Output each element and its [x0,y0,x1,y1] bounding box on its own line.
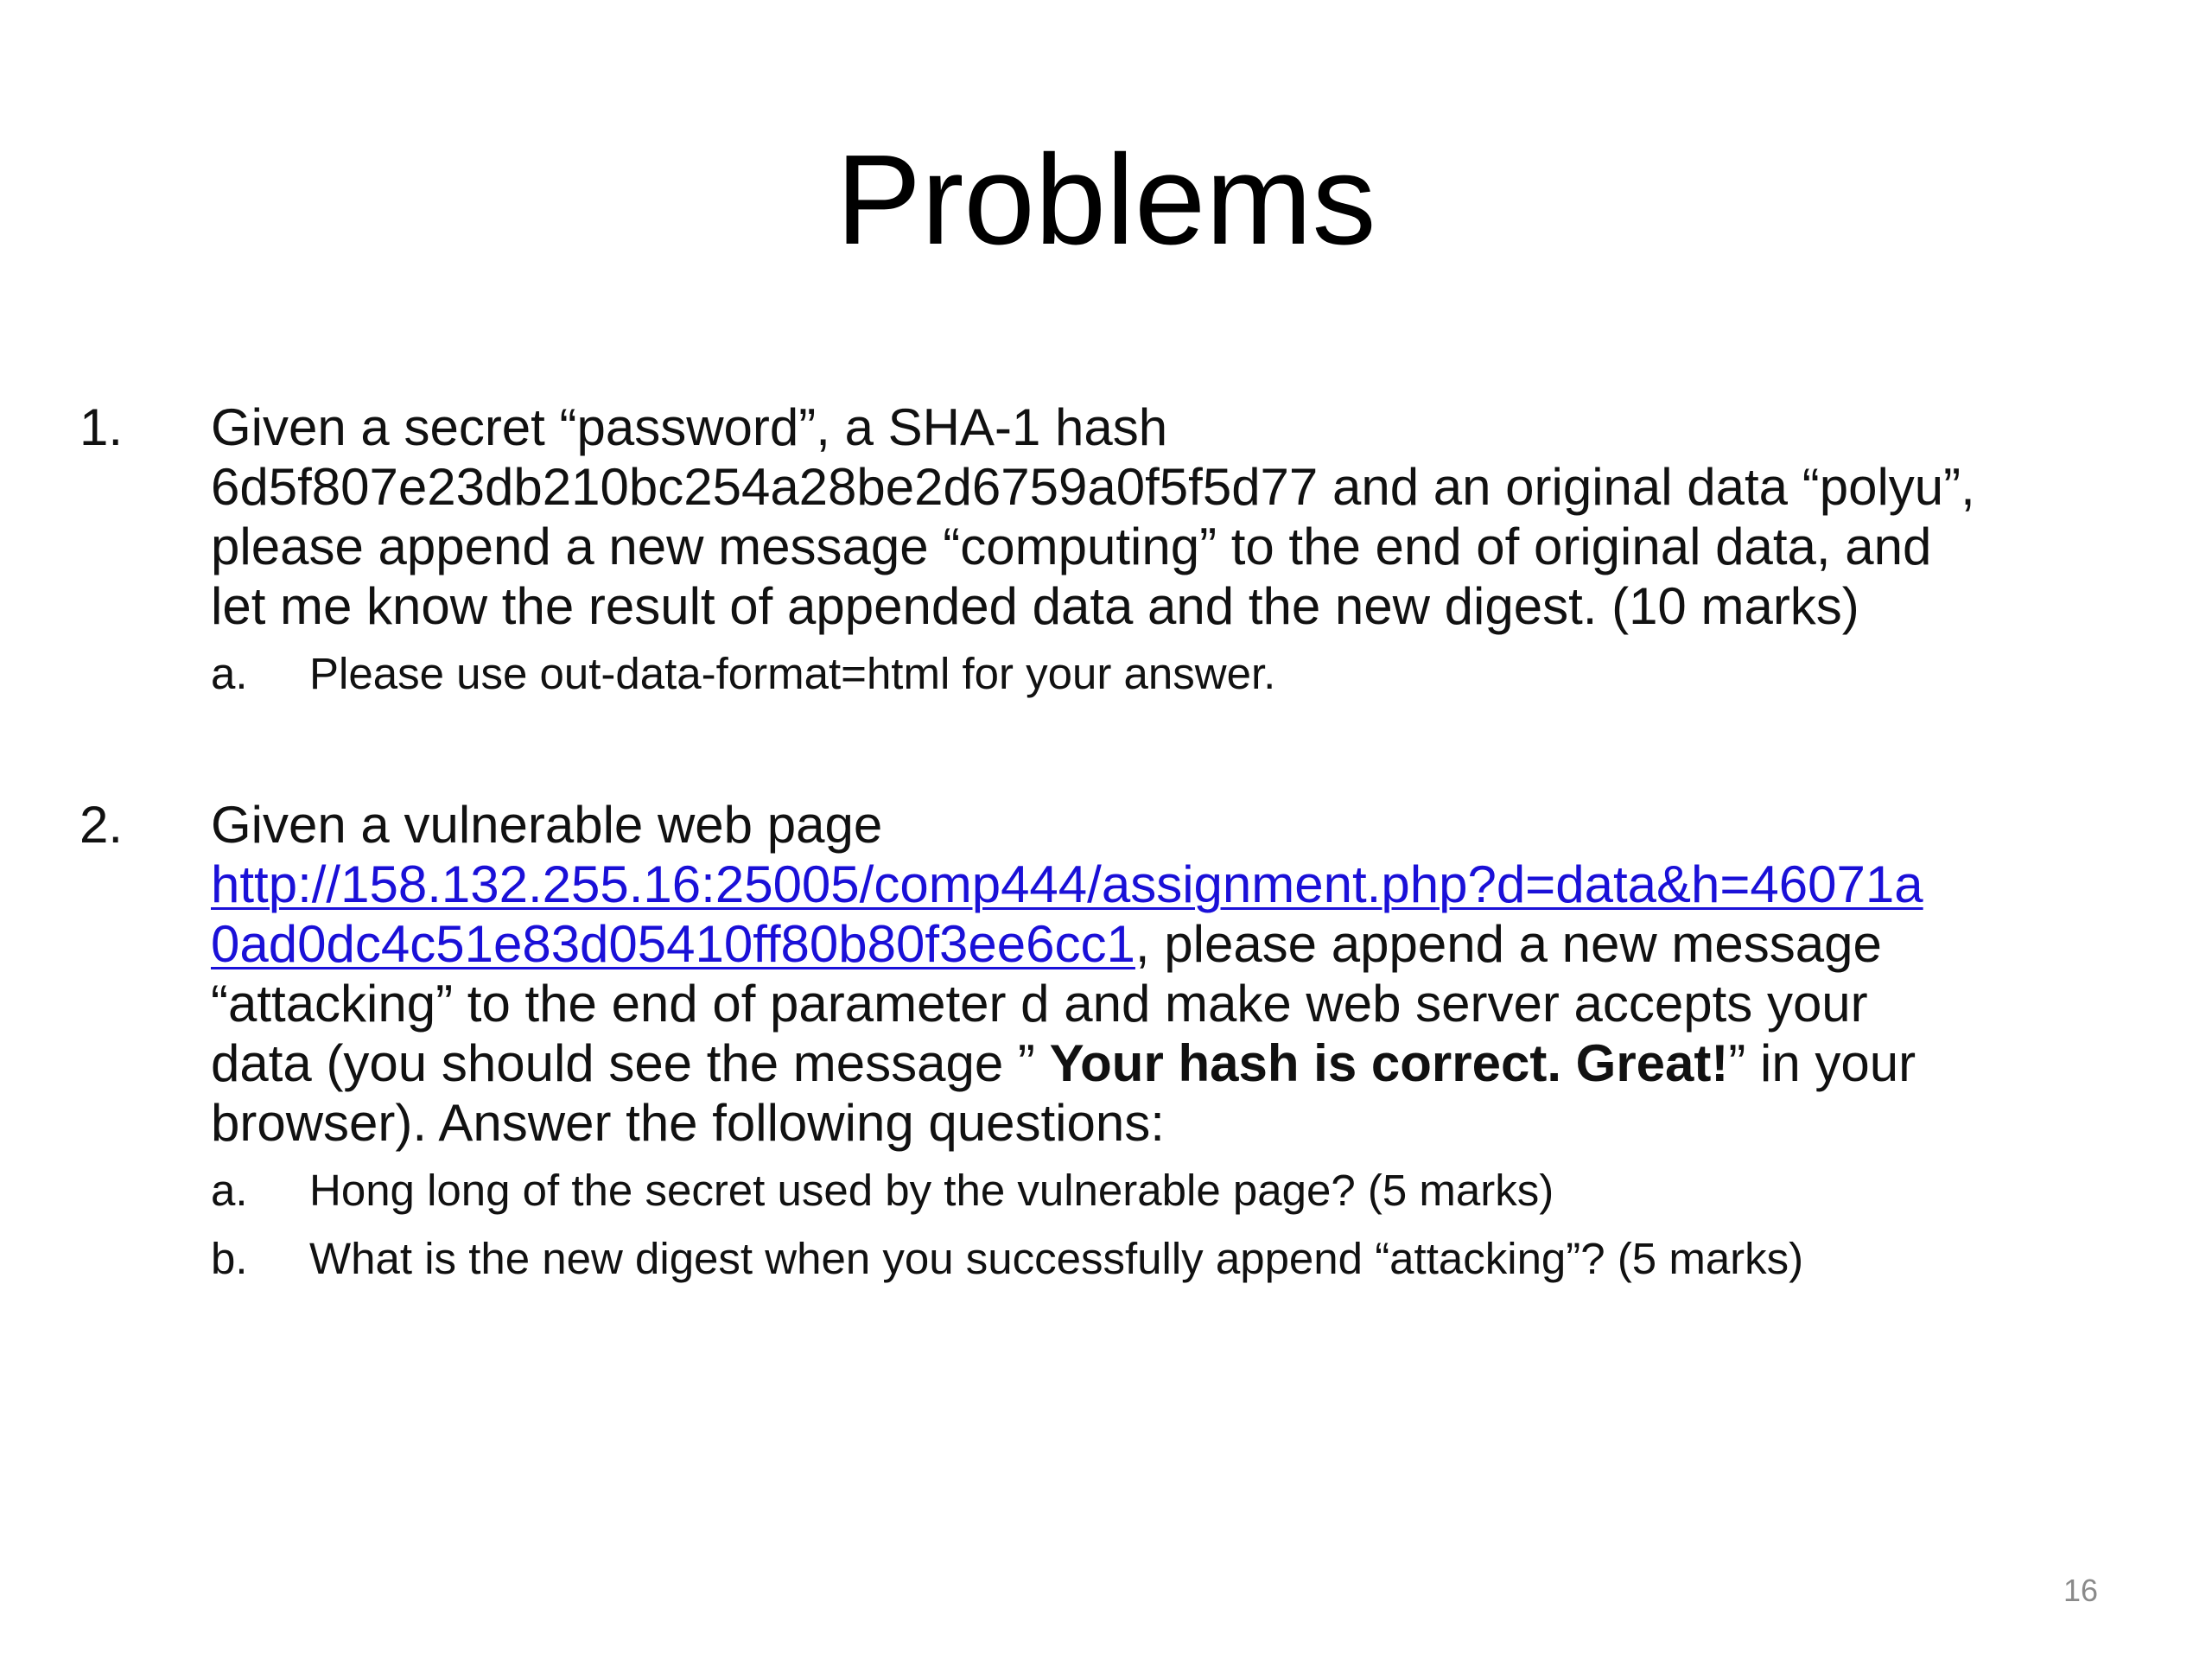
problem-line [211,1033,2179,1093]
vulnerable-page-link[interactable]: http://158.132.255.16:25005/comp444/assignment.php?d=data&h=46071a [211,855,1923,913]
problem-line [211,914,2179,974]
subitem [211,639,2179,708]
problem-body [211,795,2179,1293]
subitem [211,1156,2179,1224]
problem-line: 6d5f807e23db210bc254a28be2d6759a0f5f5d77 and an original data “polyu”, [211,458,1975,516]
line-prefix: data (you should see the message ” [211,1034,1050,1092]
problem-line: Given a vulnerable web page [211,796,883,854]
problem-line: “attacking” to the end of parameter d and make web server accepts your [211,975,1868,1033]
problem-line: please append a new message “computing” to the end of original data, and [211,518,1932,575]
problem-number: 1. [79,398,124,456]
vulnerable-page-link-continued[interactable]: 0ad0dc4c51e83d05410ff80b80f3ee6cc1 [211,915,1135,973]
problem-1 [79,397,2179,709]
problem-line: browser). Answer the following questions: [211,1094,1165,1152]
expected-message: Your hash is correct. Great! [1049,1034,1729,1092]
subitem [211,1224,2179,1293]
slide-title: Problems [836,129,1376,271]
subitem-text: Please use out-data-format=html for your answer. [309,649,1276,698]
problem-line: Given a secret “password”, a SHA-1 hash [211,398,1168,456]
problem-2 [79,795,2179,1296]
line-suffix: ” in your [1728,1034,1916,1092]
subitem-letter: b. [211,1234,248,1283]
subitem-text: Hong long of the secret used by the vulnerable page? (5 marks) [309,1166,1554,1215]
problem-body [211,397,2179,708]
subitem-text: What is the new digest when you successfully append “attacking”? (5 marks) [309,1234,1804,1283]
problem-line: let me know the result of appended data and the new digest. (10 marks) [211,577,1859,635]
subitem-letter: a. [211,1166,248,1215]
line-suffix: , please append a new message [1135,915,1882,973]
page-number: 16 [2063,1573,2098,1608]
problem-number: 2. [79,796,124,854]
problem-line [211,855,2179,914]
subitem-letter: a. [211,649,248,698]
